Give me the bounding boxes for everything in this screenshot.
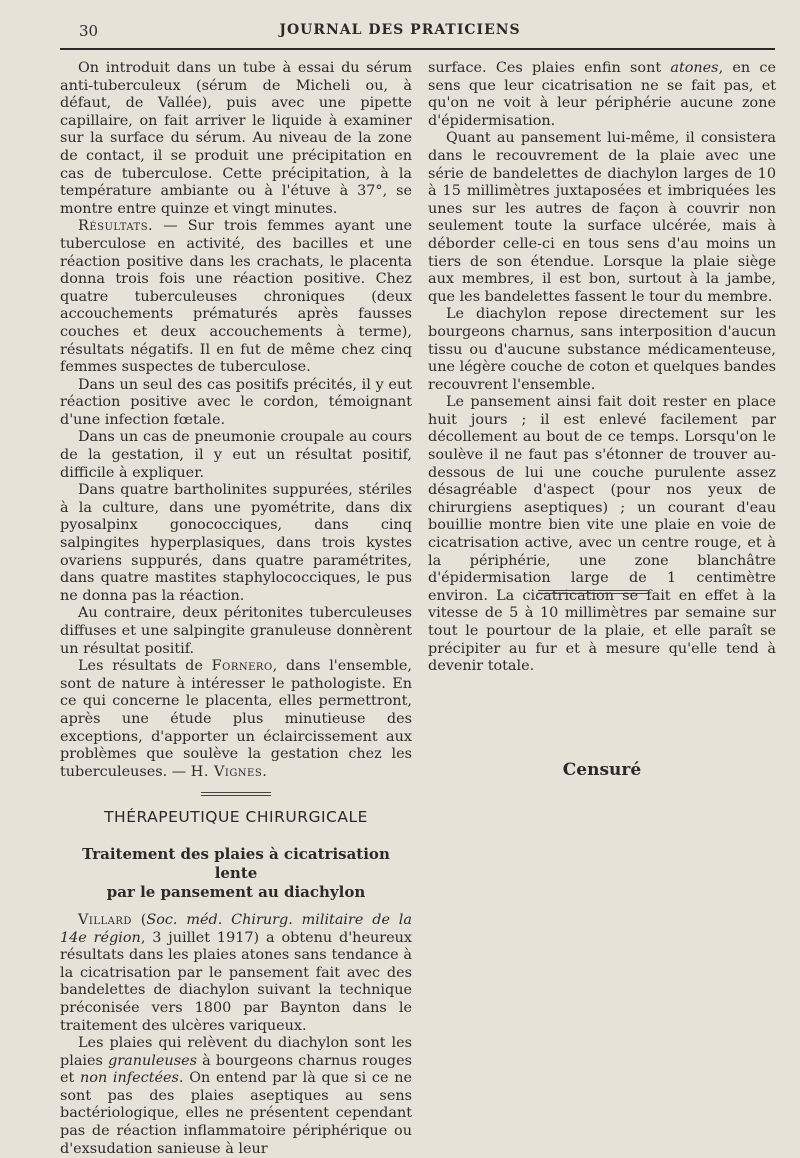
- end-divider: [538, 590, 648, 598]
- surface-atones: atones: [670, 60, 719, 76]
- surface-text-2: , en ce sens que leur cicatrisation ne se fait pas, et qu'on ne voit à leur périphérie aucune zone d'épidermisation.: [428, 60, 776, 129]
- article-title-line2: par le pansement au diachylon: [106, 882, 366, 901]
- resultats-label: Résultats.: [78, 218, 154, 235]
- paragraph-resultats: [60, 218, 412, 376]
- fornero-text: , dans l'ensemble, sont de nature à intéresser le pathologiste. En ce qui concerne le placenta, elles permettront, après une étude plus minutieuse des exceptions, d'apporter un éclaircissement aux problèmes que soulève la gestation chez les tuberculeuses. —: [60, 658, 412, 780]
- page-number: 30: [79, 22, 99, 40]
- paragraph-villard: Villard (Soc. méd. Chirurg. militaire de la 14e région, 3 juillet 1917) a obtenu d'heureux résultats dans les plaies atones sans tendance à la cicatrisation par le pansement fait avec des bandelettes de diachylon suivant la technique préconisée vers 1800 par Baynton dans le traitement des ulcères variqueux.: [60, 911, 413, 1034]
- paragraph-peritonites: Au contraire, deux péritonites tuberculeuses diffuses et une salpingite granuleuse donnèrent un résultat positif.: [60, 605, 412, 657]
- resultats-text: — Sur trois femmes ayant une tuberculose en activité, des bacilles et une réaction: [60, 218, 412, 270]
- villard-name: Villard: [78, 911, 132, 928]
- section-heading: THÉRAPEUTIQUE CHIRURGICALE: [104, 808, 368, 827]
- paragraph-pneumonie: Dans un cas de pneumonie croupale au cours de la gestation, il y eut un résultat positif, difficile à expliquer.: [60, 429, 412, 481]
- paragraph-plaies: [60, 1035, 412, 1158]
- surface-text-1: surface. Ces plaies enfin sont: [428, 60, 671, 76]
- author-signature: H. Vignes.: [190, 763, 268, 780]
- page-header: [0, 22, 800, 42]
- plaies-non-infectees: non infectées: [80, 1070, 179, 1087]
- paragraph-cordon: Dans un seul des cas positifs précités, il y eut réaction positive avec le cordon, témoignant d'une infection fœtale.: [60, 376, 412, 428]
- plaies-text-1: Les plaies qui relèvent du diachylon sont les plaies: [60, 1035, 412, 1069]
- article-title: [60, 845, 412, 902]
- paragraph-fornero: [60, 658, 412, 781]
- villard-reference: Soc. méd. Chirurg. militaire de la 14e région: [60, 911, 412, 946]
- censure-stamp: Censuré: [562, 760, 642, 780]
- plaies-granuleuses: granuleuses: [108, 1052, 197, 1069]
- paragraph-diachylon: Le diachylon repose directement sur les bourgeons charnus, sans interposition d'aucun tissu ou d'aucune substance médicamenteuse, une légère couche de coton et quelques bandes recouvrent l'ensemble.: [428, 306, 776, 393]
- fornero-intro: Les résultats de: [78, 658, 212, 675]
- paragraph-serum-method: On introduit dans un tube à essai du sérum anti-tuberculeux (sérum de Micheli ou, à défaut, de Vallée), puis avec une pipette capillaire, on fait arriver le liquide à examiner sur la surface du sérum. Au niveau de la zone de contact, il se produit une précipitation en cas de tuberculose. Cette précipitation, à la température ambiante ou à l'étuve à 37°, se montre entre quinze et vingt minutes.: [60, 60, 412, 217]
- paragraph-bartholinites: Dans quatre bartholinites suppurées, stériles à la culture, dans une pyométrite, dans dix pyosalpinx gonococciques, dans cinq salpingites hyperplasiques, dans trois kystes ovariens suppurés, dans quatre paramétrites, dans quatre mastites staphylococciques, le pus ne donna pas la réaction.: [60, 482, 412, 604]
- paragraph-surface: [428, 60, 776, 130]
- paragraph-pansement: Quant au pansement lui-même, il consistera dans le recouvrement de la plaie avec une série de bandelettes de diachylon larges de 10 à 15 millimètres juxtaposées et imbriquées les unes sur les autres de façon à couvrir non seulement toute la surface ulcérée, mais à déborder celle-ci en tous sens d'au moins un tiers de son étendue. Lorsque la plaie siège aux membres, il est bon, surtout à la jambe, que les bandelettes fassent le tour du membre.: [428, 130, 776, 305]
- fornero-name: Fornero: [211, 658, 273, 675]
- paragraph-huit-jours: Le pansement ainsi fait doit rester en place huit jours ; il est enlevé facilement par décollement au bout de ce temps. Lorsqu'on le soulève il ne faut pas s'étonner de trouver au-dessous de lui une couche purulente assez désagréable d'aspect (pour nos yeux de chirurgiens aseptiques) ; un courant d'eau bouillie montre bien vite une plaie en voie de cicatrisation active, avec un centre rouge, et à la périphérie, une zone blanchâtre d'épidermisation large de 1 centimètre environ. La cicatrication se fait en effet à la vitesse de 5 à 10 millimètres par semaine sur tout le pourtour de la plaie, et elle paraît se précipiter au fur et à mesure qu'elle tend à devenir totale.: [428, 394, 776, 675]
- plaies-text-3: . On entend par là que si ce ne sont pas des plaies aseptiques au sens bactériologique, elles ne présentent cependant pas de réaction inflammatoire périphérique ou d'exsudation sanieuse à leur: [60, 1070, 413, 1157]
- section-divider: [60, 789, 412, 801]
- journal-title: JOURNAL DES PRATICIENS: [279, 22, 521, 38]
- header-rule: [60, 48, 775, 50]
- villard-text: , 3 juillet 1917) a obtenu d'heureux résultats dans les plaies atones sans tendance à la cicatrisation par le pansement fait avec des bandelettes de diachylon suivant la technique préconisée vers 1800 par Baynton dans le traitement des ulcères variqueux.: [60, 929, 413, 1034]
- plaies-text-2: à bourgeons charnus rouges et: [60, 1052, 412, 1087]
- left-column: [60, 60, 412, 1158]
- resultats-continued: positive dans les crachats, le placenta donna trois fois une réaction positive. Chez quatre tuberculeuses chroniques (deux accouchements prématurés après fausses couches et deux accouchements à terme), résultats négatifs. Il en fut de même chez cinq femmes suspectes de tuberculose.: [60, 253, 412, 376]
- article-title-line1: Traitement des plaies à cicatrisation lente: [82, 844, 390, 882]
- right-column: [428, 60, 776, 676]
